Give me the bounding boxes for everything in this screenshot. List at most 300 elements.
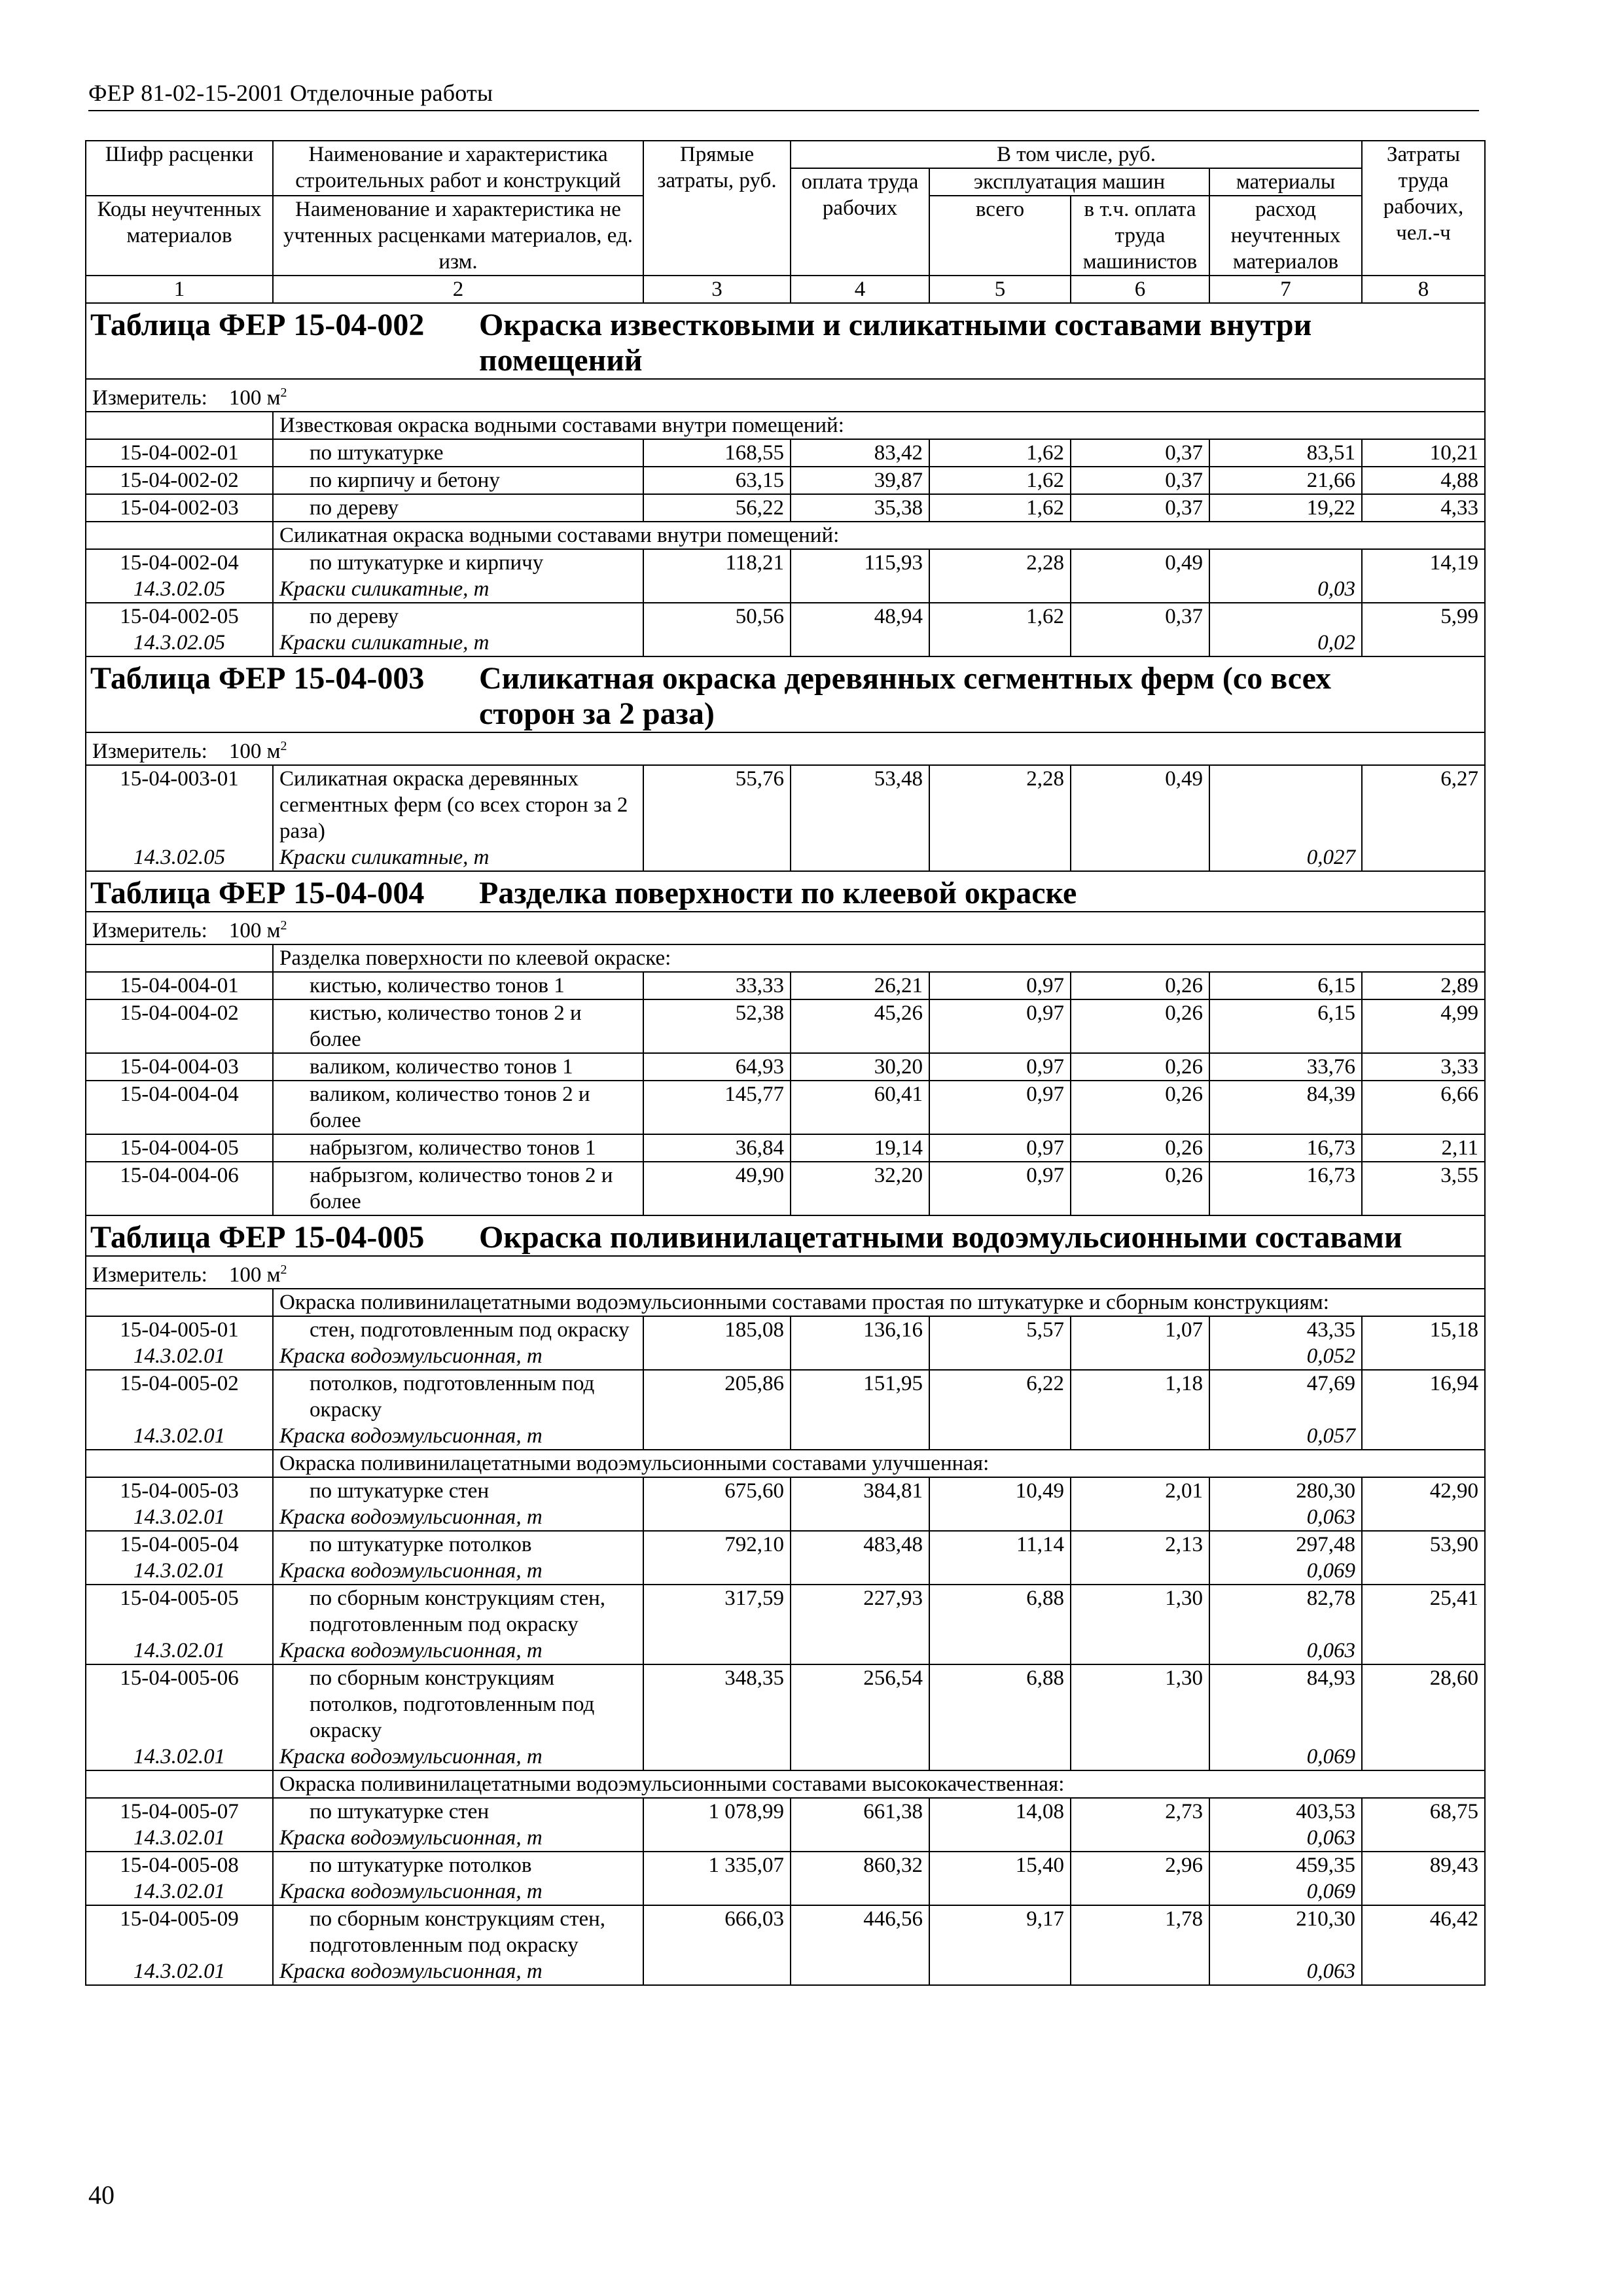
col-labor-header: Затраты труда рабочих, чел.-ч [1362, 141, 1485, 276]
rate-labor: 46,42 [1362, 1905, 1485, 1958]
material-blank [1362, 1878, 1485, 1905]
rate-code: 15-04-002-03 [86, 494, 273, 522]
material-blank [1071, 1878, 1209, 1905]
rate-name: по дереву [273, 603, 643, 630]
table-label: Таблица ФЕР 15-04-004 [90, 876, 425, 910]
rate-wage: 384,81 [791, 1477, 929, 1504]
page-header: ФЕР 81-02-15-2001 Отделочные работы [88, 80, 493, 106]
rate-labor: 68,75 [1362, 1798, 1485, 1825]
group-row [86, 1289, 1485, 1316]
material-blank [643, 1638, 791, 1664]
rate-mat: 6,15 [1209, 972, 1362, 999]
table-row [86, 1798, 1485, 1825]
material-blank [1362, 1343, 1485, 1370]
rate-labor: 53,90 [1362, 1531, 1485, 1558]
rate-name: по сборным конструкциям стен, подготовленным под окраску [273, 1585, 643, 1638]
rate-name: по дереву [273, 494, 643, 522]
rates-table [85, 140, 1486, 1986]
group-text: Окраска поливинилацетатными водоэмульсионными составами улучшенная: [273, 1450, 1485, 1477]
col-mach-header: эксплуатация машин [929, 168, 1209, 196]
rate-name: кистью, количество тонов 1 [273, 972, 643, 999]
table-name: Разделка поверхности по клеевой окраске [479, 876, 1077, 910]
rate-code: 15-04-004-06 [86, 1162, 273, 1215]
measure-row [86, 379, 1485, 412]
rate-mach-wage: 0,49 [1071, 549, 1209, 576]
material-name: Краска водоэмульсионная, т [273, 1958, 643, 1985]
material-blank [1071, 844, 1209, 871]
rate-mach: 14,08 [929, 1798, 1071, 1825]
rate-mach-wage: 1,30 [1071, 1664, 1209, 1744]
rate-labor: 6,27 [1362, 765, 1485, 844]
rate-labor: 25,41 [1362, 1585, 1485, 1638]
material-blank [1362, 576, 1485, 603]
rate-labor: 89,43 [1362, 1852, 1485, 1878]
rate-mat [1209, 765, 1362, 844]
header-rule [88, 110, 1479, 111]
material-usage: 0,069 [1209, 1744, 1362, 1770]
col-code-header: Шифр расценки [86, 141, 273, 196]
rate-mach-wage: 2,13 [1071, 1531, 1209, 1558]
rate-name: Силикатная окраска деревянных сегментных ферм (со всех сторон за 2 раза) [273, 765, 643, 844]
measure-cell [86, 732, 1485, 765]
rate-direct: 50,56 [643, 603, 791, 630]
table-row [86, 972, 1485, 999]
rate-code: 15-04-002-05 [86, 603, 273, 630]
rate-name: набрызгом, количество тонов 1 [273, 1134, 643, 1162]
measure-label: Измеритель: [92, 386, 207, 410]
rate-mach-wage: 1,18 [1071, 1370, 1209, 1423]
rate-mat: 82,78 [1209, 1585, 1362, 1638]
material-usage: 0,063 [1209, 1958, 1362, 1985]
table-label: Таблица ФЕР 15-04-005 [90, 1220, 425, 1255]
rate-code: 15-04-005-07 [86, 1798, 273, 1825]
table-title-row [86, 303, 1485, 379]
col-number: 7 [1209, 276, 1362, 303]
rate-name: по кирпичу и бетону [273, 467, 643, 494]
measure-sup: 2 [280, 1263, 287, 1277]
rate-name: набрызгом, количество тонов 2 и более [273, 1162, 643, 1215]
rate-mach: 1,62 [929, 439, 1071, 467]
measure-label: Измеритель: [92, 740, 207, 763]
table-row [86, 439, 1485, 467]
measure-row [86, 1256, 1485, 1289]
rate-wage: 115,93 [791, 549, 929, 576]
rate-labor: 6,66 [1362, 1081, 1485, 1134]
group-row [86, 412, 1485, 439]
rate-code: 15-04-004-04 [86, 1081, 273, 1134]
rate-mach: 6,88 [929, 1585, 1071, 1638]
rate-labor: 4,33 [1362, 494, 1485, 522]
measure-value: 100 м [228, 740, 281, 763]
rate-labor: 15,18 [1362, 1316, 1485, 1343]
rate-mach-wage: 0,37 [1071, 603, 1209, 630]
material-name: Краски силикатные, т [273, 844, 643, 871]
material-code: 14.3.02.01 [86, 1423, 273, 1450]
rate-wage: 30,20 [791, 1053, 929, 1081]
rate-mat: 47,69 [1209, 1370, 1362, 1423]
rate-mat [1209, 603, 1362, 630]
rate-mat: 19,22 [1209, 494, 1362, 522]
group-code-cell [86, 1770, 273, 1798]
rate-wage: 256,54 [791, 1664, 929, 1744]
material-blank [1362, 1744, 1485, 1770]
material-blank [1071, 1744, 1209, 1770]
table-row [86, 765, 1485, 844]
material-blank [643, 576, 791, 603]
rate-mach: 1,62 [929, 494, 1071, 522]
material-blank [1071, 1825, 1209, 1852]
material-name: Краска водоэмульсионная, т [273, 1558, 643, 1585]
material-code: 14.3.02.01 [86, 1744, 273, 1770]
material-blank [929, 1423, 1071, 1450]
rate-name: по штукатурке стен [273, 1798, 643, 1825]
rate-mat: 403,53 [1209, 1798, 1362, 1825]
rate-mat: 210,30 [1209, 1905, 1362, 1958]
rate-code: 15-04-004-05 [86, 1134, 273, 1162]
rate-code: 15-04-004-03 [86, 1053, 273, 1081]
table-row [86, 549, 1485, 576]
measure-row [86, 732, 1485, 765]
col-name-header: Наименование и характеристика строительных работ и конструкций [273, 141, 643, 196]
material-usage: 0,057 [1209, 1423, 1362, 1450]
material-blank [643, 1744, 791, 1770]
material-blank [929, 844, 1071, 871]
measure-sup: 2 [280, 918, 287, 933]
material-blank [791, 1878, 929, 1905]
table-row [86, 603, 1485, 630]
material-code: 14.3.02.01 [86, 1825, 273, 1852]
material-blank [929, 1558, 1071, 1585]
table-title [86, 303, 1485, 379]
rate-mach-wage: 0,26 [1071, 1053, 1209, 1081]
rate-mat: 83,51 [1209, 439, 1362, 467]
material-blank [643, 1958, 791, 1985]
rate-wage: 227,93 [791, 1585, 929, 1638]
table-row [86, 999, 1485, 1053]
rate-labor: 2,11 [1362, 1134, 1485, 1162]
material-row [86, 1825, 1485, 1852]
table-row [86, 1081, 1485, 1134]
table-row [86, 1477, 1485, 1504]
material-blank [791, 1958, 929, 1985]
col-number: 2 [273, 276, 643, 303]
rate-wage: 19,14 [791, 1134, 929, 1162]
rate-mach: 0,97 [929, 972, 1071, 999]
table-title-row [86, 1215, 1485, 1256]
rates-table-container [85, 140, 1484, 1986]
rate-wage: 83,42 [791, 439, 929, 467]
table-row [86, 1664, 1485, 1744]
material-name: Краска водоэмульсионная, т [273, 1423, 643, 1450]
material-blank [643, 1343, 791, 1370]
group-code-cell [86, 1450, 273, 1477]
material-blank [929, 1504, 1071, 1531]
table-label: Таблица ФЕР 15-04-003 [90, 661, 425, 696]
measure-cell [86, 379, 1485, 412]
group-text: Известковая окраска водными составами внутри помещений: [273, 412, 1485, 439]
rate-mach-wage: 0,37 [1071, 494, 1209, 522]
rate-mat: 6,15 [1209, 999, 1362, 1053]
rate-mat: 16,73 [1209, 1162, 1362, 1215]
rate-code: 15-04-005-02 [86, 1370, 273, 1423]
rate-direct: 33,33 [643, 972, 791, 999]
material-blank [1071, 1958, 1209, 1985]
rate-mach-wage: 2,73 [1071, 1798, 1209, 1825]
rate-code: 15-04-005-08 [86, 1852, 273, 1878]
rate-mach-wage: 2,96 [1071, 1852, 1209, 1878]
material-usage: 0,02 [1209, 630, 1362, 656]
material-blank [1362, 1825, 1485, 1852]
rate-wage: 661,38 [791, 1798, 929, 1825]
group-code-cell [86, 1289, 273, 1316]
material-blank [1071, 1504, 1209, 1531]
rate-mach: 2,28 [929, 549, 1071, 576]
material-row [86, 1558, 1485, 1585]
rate-code: 15-04-003-01 [86, 765, 273, 844]
material-blank [643, 1878, 791, 1905]
rate-labor: 5,99 [1362, 603, 1485, 630]
rate-mach-wage: 1,30 [1071, 1585, 1209, 1638]
measure-row [86, 912, 1485, 944]
material-blank [1362, 1423, 1485, 1450]
rate-name: стен, подготовленным под окраску [273, 1316, 643, 1343]
rate-code: 15-04-002-04 [86, 549, 273, 576]
rate-name: по штукатурке потолков [273, 1852, 643, 1878]
measure-value: 100 м [228, 919, 281, 942]
rate-mat: 459,35 [1209, 1852, 1362, 1878]
rate-direct: 36,84 [643, 1134, 791, 1162]
rate-mach-wage: 0,26 [1071, 1162, 1209, 1215]
rate-mach: 0,97 [929, 1162, 1071, 1215]
rate-name: кистью, количество тонов 2 и более [273, 999, 643, 1053]
table-name: Окраска известковыми и силикатными составами внутри помещений [479, 308, 1312, 378]
rate-name: по штукатурке [273, 439, 643, 467]
rate-code: 15-04-004-02 [86, 999, 273, 1053]
material-blank [1362, 844, 1485, 871]
material-blank [1362, 1638, 1485, 1664]
material-usage: 0,069 [1209, 1558, 1362, 1585]
material-name: Краска водоэмульсионная, т [273, 1878, 643, 1905]
col-number: 3 [643, 276, 791, 303]
group-row [86, 1450, 1485, 1477]
rate-mach: 2,28 [929, 765, 1071, 844]
rate-mach-wage: 0,26 [1071, 999, 1209, 1053]
rate-mat: 280,30 [1209, 1477, 1362, 1504]
rate-direct: 666,03 [643, 1905, 791, 1958]
material-blank [929, 630, 1071, 656]
rate-direct: 145,77 [643, 1081, 791, 1134]
rate-wage: 26,21 [791, 972, 929, 999]
material-blank [791, 630, 929, 656]
rate-code: 15-04-005-09 [86, 1905, 273, 1958]
material-usage: 0,063 [1209, 1638, 1362, 1664]
rate-mach: 11,14 [929, 1531, 1071, 1558]
rate-code: 15-04-002-01 [86, 439, 273, 467]
group-text: Разделка поверхности по клеевой окраске: [273, 944, 1485, 972]
material-blank [643, 1423, 791, 1450]
table-name: Окраска поливинилацетатными водоэмульсионными составами [479, 1220, 1402, 1255]
rate-wage: 151,95 [791, 1370, 929, 1423]
table-name: Силикатная окраска деревянных сегментных ферм (со всех сторон за 2 раза) [479, 661, 1331, 731]
measure-cell [86, 912, 1485, 944]
table-row [86, 1134, 1485, 1162]
measure-label: Измеритель: [92, 919, 207, 942]
page-number: 40 [88, 2180, 115, 2210]
rate-wage: 39,87 [791, 467, 929, 494]
rate-mach: 6,22 [929, 1370, 1071, 1423]
material-code: 14.3.02.01 [86, 1343, 273, 1370]
rate-mach-wage: 1,07 [1071, 1316, 1209, 1343]
material-blank [929, 1638, 1071, 1664]
material-row [86, 1504, 1485, 1531]
rate-name: по штукатурке стен [273, 1477, 643, 1504]
material-blank [1071, 1343, 1209, 1370]
table-title [86, 1215, 1485, 1256]
rate-wage: 35,38 [791, 494, 929, 522]
rate-mat: 297,48 [1209, 1531, 1362, 1558]
rate-code: 15-04-005-06 [86, 1664, 273, 1744]
rate-labor: 14,19 [1362, 549, 1485, 576]
material-blank [791, 576, 929, 603]
rate-mat: 84,39 [1209, 1081, 1362, 1134]
group-row [86, 944, 1485, 972]
rate-code: 15-04-005-03 [86, 1477, 273, 1504]
rate-mat: 33,76 [1209, 1053, 1362, 1081]
material-usage: 0,027 [1209, 844, 1362, 871]
rate-labor: 16,94 [1362, 1370, 1485, 1423]
material-row [86, 630, 1485, 656]
col-number: 6 [1071, 276, 1209, 303]
rate-wage: 136,16 [791, 1316, 929, 1343]
material-blank [643, 1558, 791, 1585]
material-blank [791, 1558, 929, 1585]
rate-code: 15-04-005-05 [86, 1585, 273, 1638]
material-blank [1071, 630, 1209, 656]
rate-wage: 483,48 [791, 1531, 929, 1558]
material-code: 14.3.02.01 [86, 1638, 273, 1664]
table-row [86, 1162, 1485, 1215]
rate-mach: 1,62 [929, 603, 1071, 630]
material-blank [1362, 1958, 1485, 1985]
table-row [86, 467, 1485, 494]
rate-direct: 1 078,99 [643, 1798, 791, 1825]
rate-direct: 52,38 [643, 999, 791, 1053]
material-blank [791, 1744, 929, 1770]
material-row [86, 1958, 1485, 1985]
material-blank [1362, 1504, 1485, 1531]
rate-mach: 10,49 [929, 1477, 1071, 1504]
rate-labor: 3,33 [1362, 1053, 1485, 1081]
material-blank [791, 1423, 929, 1450]
measure-cell [86, 1256, 1485, 1289]
group-text: Окраска поливинилацетатными водоэмульсионными составами высококачественная: [273, 1770, 1485, 1798]
rate-code: 15-04-005-04 [86, 1531, 273, 1558]
rate-mat: 16,73 [1209, 1134, 1362, 1162]
table-row [86, 1585, 1485, 1638]
material-usage: 0,063 [1209, 1504, 1362, 1531]
table-row [86, 1370, 1485, 1423]
rate-direct: 64,93 [643, 1053, 791, 1081]
rate-code: 15-04-005-01 [86, 1316, 273, 1343]
col-name-unacc-header: Наименование и характеристика не учтенных расценками материалов, ед. изм. [273, 196, 643, 276]
col-codes-unacc-header: Коды неучтенных материалов [86, 196, 273, 276]
rate-mach: 0,97 [929, 1081, 1071, 1134]
material-blank [791, 1638, 929, 1664]
rate-labor: 2,89 [1362, 972, 1485, 999]
material-blank [643, 1825, 791, 1852]
table-label: Таблица ФЕР 15-04-002 [90, 308, 425, 342]
table-row [86, 1531, 1485, 1558]
material-name: Краски силикатные, т [273, 630, 643, 656]
group-text: Силикатная окраска водными составами внутри помещений: [273, 522, 1485, 549]
rate-mach-wage: 0,37 [1071, 439, 1209, 467]
rate-direct: 63,15 [643, 467, 791, 494]
rate-wage: 860,32 [791, 1852, 929, 1878]
material-code: 14.3.02.05 [86, 844, 273, 871]
rate-mach-wage: 0,26 [1071, 1081, 1209, 1134]
measure-value: 100 м [228, 1263, 281, 1287]
measure-sup: 2 [280, 739, 287, 753]
material-blank [1362, 1558, 1485, 1585]
material-usage: 0,063 [1209, 1825, 1362, 1852]
material-blank [1071, 1423, 1209, 1450]
rate-mach-wage: 0,26 [1071, 972, 1209, 999]
rate-mach-wage: 0,49 [1071, 765, 1209, 844]
material-usage: 0,052 [1209, 1343, 1362, 1370]
rate-mach: 15,40 [929, 1852, 1071, 1878]
rate-direct: 56,22 [643, 494, 791, 522]
material-row [86, 576, 1485, 603]
material-blank [929, 576, 1071, 603]
material-name: Краска водоэмульсионная, т [273, 1343, 643, 1370]
rate-mach: 0,97 [929, 999, 1071, 1053]
table-row [86, 494, 1485, 522]
material-blank [929, 1825, 1071, 1852]
column-number-row [86, 276, 1485, 303]
table-title-row [86, 656, 1485, 732]
rate-direct: 348,35 [643, 1664, 791, 1744]
material-blank [791, 1825, 929, 1852]
col-number: 5 [929, 276, 1071, 303]
rate-labor: 42,90 [1362, 1477, 1485, 1504]
rate-name: валиком, количество тонов 1 [273, 1053, 643, 1081]
col-incl-header: В том числе, руб. [791, 141, 1362, 168]
rate-mach: 1,62 [929, 467, 1071, 494]
rate-direct: 49,90 [643, 1162, 791, 1215]
rate-direct: 205,86 [643, 1370, 791, 1423]
material-code: 14.3.02.01 [86, 1878, 273, 1905]
rate-wage: 48,94 [791, 603, 929, 630]
rate-code: 15-04-002-02 [86, 467, 273, 494]
table-title [86, 871, 1485, 912]
measure-sup: 2 [280, 386, 287, 400]
rate-direct: 317,59 [643, 1585, 791, 1638]
material-blank [1071, 1558, 1209, 1585]
col-mach-wage-header: в т.ч. оплата труда машинистов [1071, 196, 1209, 276]
material-row [86, 844, 1485, 871]
material-row [86, 1638, 1485, 1664]
col-direct-header: Прямые затраты, руб. [643, 141, 791, 276]
rate-mat: 84,93 [1209, 1664, 1362, 1744]
col-number: 1 [86, 276, 273, 303]
material-blank [791, 1504, 929, 1531]
rate-direct: 118,21 [643, 549, 791, 576]
rate-name: по сборным конструкциям стен, подготовленным под окраску [273, 1905, 643, 1958]
header-row-1 [86, 141, 1485, 168]
rate-name: по сборным конструкциям потолков, подготовленным под окраску [273, 1664, 643, 1744]
material-blank [929, 1744, 1071, 1770]
material-row [86, 1744, 1485, 1770]
